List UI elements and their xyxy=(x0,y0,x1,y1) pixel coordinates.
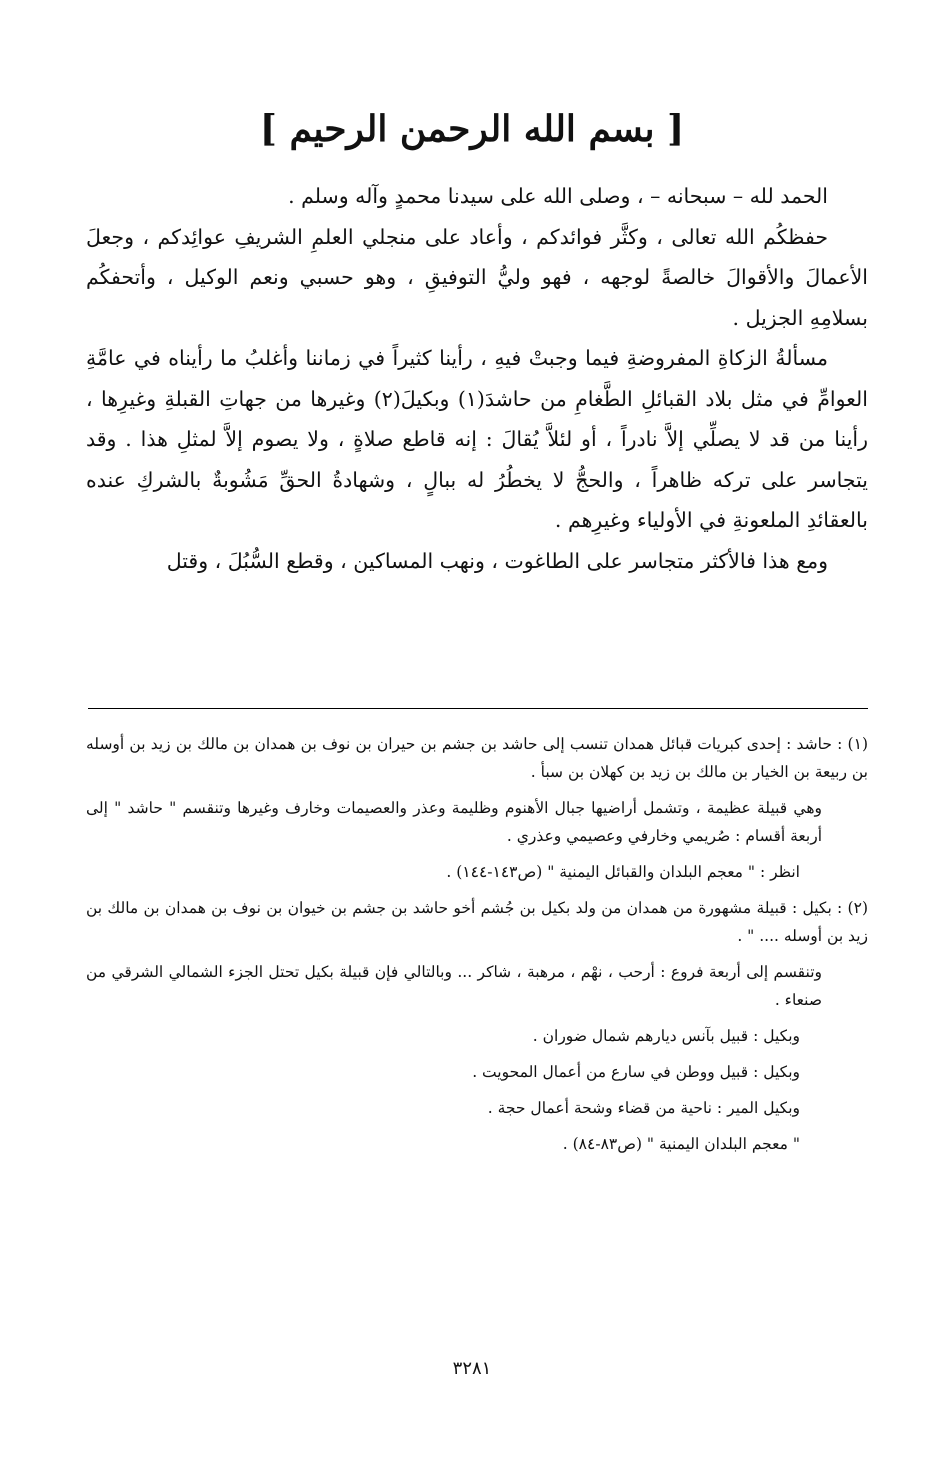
main-text xyxy=(86,176,868,581)
page-title: [ بسم الله الرحمن الرحيم ] xyxy=(259,108,685,150)
footnote-1: (١) : حاشد : إحدى كبريات قبائل همدان تنسب إلى حاشد بن جشم بن حيران بن نوف بن همدان بن مالك بن زيد بن أوسله بن ربيعة بن الخيار بن مالك بن زيد بن كهلان بن سبأ . xyxy=(86,735,868,781)
footnote-2: (٢) : بكيل : قبيلة مشهورة من همدان من ولد بكيل بن جُشم أخو حاشد بن جشم بن خيوان بن نوف بن همدان بن مالك بن زيد بن أوسله .... " . xyxy=(86,899,868,945)
footnote-2-line-1: وبكيل : قبيل بآنس ديارهم شمال ضوران . xyxy=(532,1027,800,1045)
continuation-paragraph: ومع هذا فالأكثر متجاسر على الطاغوت ، ونهب المساكين ، وقطع السُّبُلَ ، وقتل xyxy=(166,548,828,573)
footnote-1-reference: انظر : " معجم البلدان والقبائل اليمنية " (ص١٤٣-١٤٤) . xyxy=(446,863,800,881)
footnote-2-reference: " معجم البلدان اليمنية " (ص٨٣-٨٤) . xyxy=(562,1135,800,1153)
question-paragraph: مسألةُ الزكاةِ المفروضةِ فيما وجبتْ فيهِ ، رأينا كثيراً في زماننا وأغلبُ ما رأيناه في عامَّةِ العوامِّ في مثل بلاد القبائلِ الطَّغامِ من حاشدَ(١) وبكيلَ(٢) وغيرها من جهاتِ القبلةِ وغيرِها ، رأينا من قد لا يصلِّي إلاَّ نادراً ، أو لئلاَّ يُقالَ : إنه قاطع صلاةٍ ، ولا يصوم إلاَّ لمثلِ هذا . وقد يتجاسر على تركه ظاهراً ، والحجُّ لا يخطُرُ له ببالٍ ، وشهادةُ الحقِّ مَشُوبةٌ بالشركِ عنده بالعقائدِ الملعونةِ في الأولياء وغيرِهم . xyxy=(86,346,868,532)
page-number: ٣٢٨١ xyxy=(452,1358,492,1379)
footnote-2-line-3: وبكيل المير : ناحية من قضاء وشحة أعمال حجة . xyxy=(487,1099,800,1117)
footnotes xyxy=(86,730,868,1166)
footnote-2-detail: وتنقسم إلى أربعة فروع : أرحب ، نهْم ، مرهبة ، شاكر ... وبالتالي فإن قبيلة بكيل تحتل الجزء الشمالي الشرقي من صنعاء . xyxy=(86,963,822,1009)
footnote-1-detail: وهي قبيلة عظيمة ، وتشمل أراضيها جبال الأهنوم وظليمة وعذر والعصيمات وخارف وغيرها وتنقسم " حاشد " إلى أربعة أقسام : صُريمي وخارفي وعصيمي وعذري . xyxy=(86,799,822,845)
opening-praise: الحمد لله – سبحانه – ، وصلى الله على سيدنا محمدٍ وآله وسلم . xyxy=(288,184,828,208)
greeting-paragraph: حفظكُم الله تعالى ، وكثَّر فوائدكم ، وأعاد على منجلي العلمِ الشريفِ عوائِدكم ، وجعلَ الأعمالَ والأقوالَ خالصةً لوجهه ، فهو وليُّ التوفيقِ ، وهو حسبي ونعم الوكيل ، وأتحفكُم بسلامِهِ الجزيل . xyxy=(86,224,868,330)
footnote-divider xyxy=(88,708,868,709)
footnote-2-line-2: وبكيل : قبيل ووطن في سارع من أعمال المحويت . xyxy=(472,1063,800,1081)
